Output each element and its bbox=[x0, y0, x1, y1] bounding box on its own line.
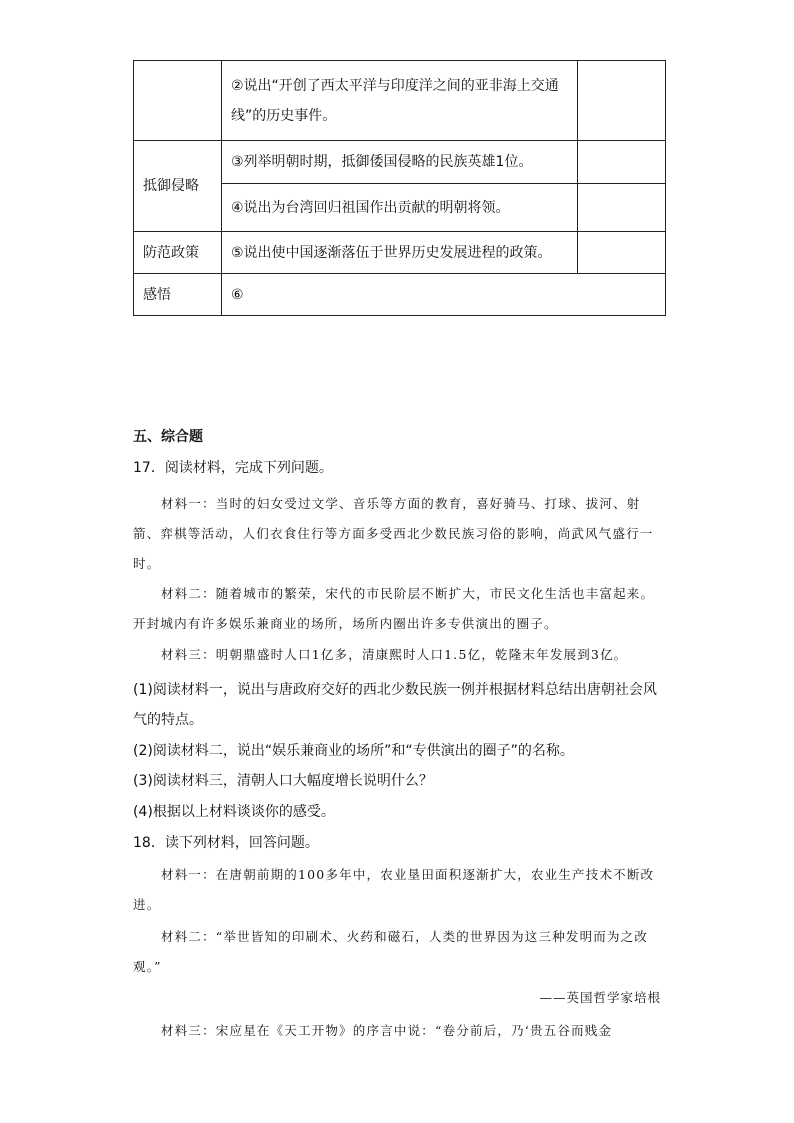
material-text: 材料二：随着城市的繁荣，宋代的市民阶层不断扩大，市民文化生活也丰富起来。开封城内有许多娱乐兼商业的场所，场所内圈出许多专供演出的圈子。 bbox=[133, 586, 655, 631]
q18-material-2-source: ——英国哲学家培根 bbox=[539, 990, 661, 1005]
q17-sub-question-1-cont: 气的特点。 bbox=[133, 712, 203, 728]
q17-material-2 bbox=[133, 579, 663, 639]
table-row bbox=[134, 274, 666, 316]
question-17-stem: 17．阅读材料，完成下列问题。 bbox=[133, 460, 333, 476]
category-cell: 抵御侵略 bbox=[134, 141, 222, 232]
history-task-table bbox=[133, 60, 666, 316]
table-row bbox=[134, 61, 666, 141]
question-18-stem: 18．读下列材料，回答问题。 bbox=[133, 835, 319, 851]
q18-material-2 bbox=[133, 922, 663, 982]
category-cell: 防范政策 bbox=[134, 232, 222, 274]
q18-material-1 bbox=[133, 860, 663, 920]
q17-sub-question-2: (2)阅读材料二，说出“娱乐兼商业的场所”和“专供演出的圈子”的名称。 bbox=[133, 743, 574, 759]
material-text: 材料二：“举世皆知的印刷术、火药和磁石，人类的世界因为这三种发明而为之改观。” bbox=[133, 929, 649, 974]
answer-cell bbox=[578, 61, 666, 141]
table-row bbox=[134, 141, 666, 184]
material-text: 材料三：宋应星在《天工开物》的序言中说：“卷分前后，乃‘贵五谷而贱金 bbox=[161, 1023, 613, 1038]
material-text: 材料三：明朝鼎盛时人口1亿多，清康熙时人口1.5亿，乾隆末年发展到3亿。 bbox=[161, 647, 628, 662]
q18-material-3 bbox=[133, 1019, 663, 1043]
answer-cell bbox=[578, 184, 666, 232]
material-text: 材料一：在唐朝前期的100多年中，农业垦田面积逐渐扩大，农业生产技术不断改进。 bbox=[133, 867, 655, 912]
category-cell: 感悟 bbox=[134, 274, 222, 316]
answer-cell bbox=[578, 232, 666, 274]
q17-material-3 bbox=[133, 643, 663, 667]
q17-sub-question-4: (4)根据以上材料谈谈你的感受。 bbox=[133, 804, 335, 820]
q17-material-1 bbox=[133, 489, 663, 579]
material-text: 材料一：当时的妇女受过文学、音乐等方面的教育，喜好骑马、打球、拔河、射箭、弈棋等活动，人们衣食住行等方面多受西北少数民族习俗的影响，尚武风气盛行一时。 bbox=[133, 496, 654, 571]
table-row bbox=[134, 232, 666, 274]
content-cell: ③列举明朝时期，抵御倭国侵略的民族英雄1位。 bbox=[222, 141, 578, 184]
content-cell: ②说出“开创了西太平洋与印度洋之间的亚非海上交通线”的历史事件。 bbox=[222, 61, 578, 141]
section-heading: 五、综合题 bbox=[133, 429, 203, 445]
category-cell bbox=[134, 61, 222, 141]
content-cell: ④说出为台湾回归祖国作出贡献的明朝将领。 bbox=[222, 184, 578, 232]
content-cell: ⑥ bbox=[222, 274, 666, 316]
content-cell: ⑤说出使中国逐渐落伍于世界历史发展进程的政策。 bbox=[222, 232, 578, 274]
answer-cell bbox=[578, 141, 666, 184]
q17-sub-question-1: (1)阅读材料一，说出与唐政府交好的西北少数民族一例并根据材料总结出唐朝社会风 bbox=[133, 682, 657, 698]
q17-sub-question-3: (3)阅读材料三，清朝人口大幅度增长说明什么？ bbox=[133, 773, 433, 789]
